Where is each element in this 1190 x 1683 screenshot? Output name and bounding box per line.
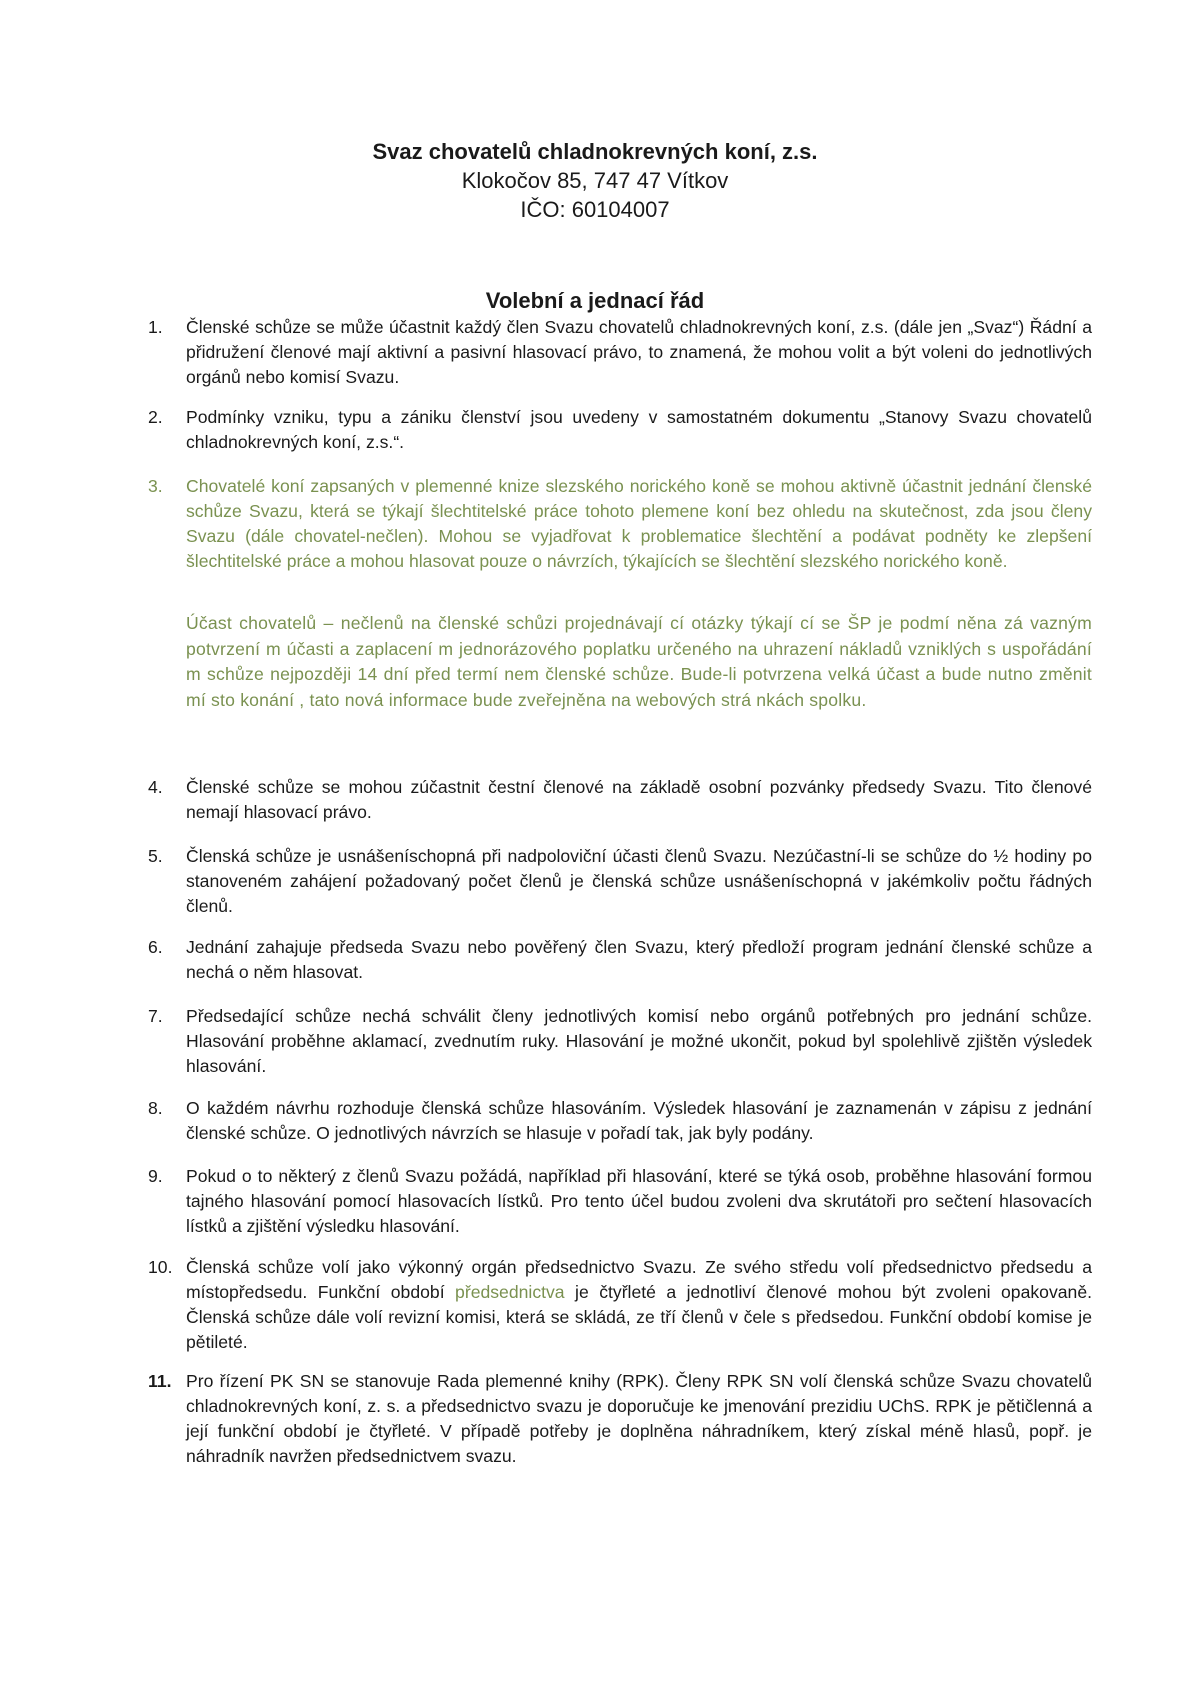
item-number: 11. (148, 1371, 172, 1391)
item-number: 7. (148, 1006, 163, 1026)
item-text: Členské schůze se mohou zúčastnit čestní členové na základě osobní pozvánky předsedy Svazu. Tito členové nemají hlasovací právo. (186, 777, 1092, 822)
item-text: Pro řízení PK SN se stanovuje Rada plemenné knihy (RPK). Členy RPK SN volí členská schůze Svazu chovatelů chladnokrevných koní, z. s. a předsednictvo svazu je doporučuje ke jmenování prezidiu UChS. RPK je pětičlenná a její funkční období je čtyřleté. V případě potřeby je doplněna náhradníkem, který získal méně hlasů, popř. je náhradník navržen předsednictvem svazu. (186, 1371, 1092, 1466)
organization-ico: IČO: 60104007 (520, 197, 670, 222)
item-text: Chovatelé koní zapsaných v plemenné knize slezského norického koně se mohou aktivně účastnit jednání členské schůze Svazu, která se týkají šlechtitelské práce tohoto plemene koní bez ohledu na skutečnost, zda jsou členy Svazu (dále chovatel-nečlen). Mohou se vyjadřovat k problematice šlechtění a podávat podněty ke zlepšení šlechtitelské práce a mohou hlasovat pouze o návrzích, týkajících se šlechtění slezského norického koně. (186, 476, 1092, 571)
list-item-6 (148, 935, 1092, 985)
item-text: Pokud o to některý z členů Svazu požádá, například při hlasování, které se týká osob, proběhne hlasování formou tajného hlasování pomocí hlasovacích lístků. Pro tento účel budou zvoleni dva skrutátoři pro sečtení hlasovacích lístků a zjištění výsledku hlasování. (186, 1166, 1092, 1236)
item-number: 9. (148, 1166, 163, 1186)
item-text: Podmínky vzniku, typu a zániku členství jsou uvedeny v samostatném dokumentu „Stanovy Svazu chovatelů chladnokrevných koní, z.s.“. (186, 407, 1092, 452)
list-item-4 (148, 775, 1092, 825)
document-title: Volební a jednací řád (485, 288, 705, 313)
item-text: Předsedající schůze nechá schválit členy jednotlivých komisí nebo orgánů potřebných pro jednání schůze. Hlasování proběhne aklamací, zvednutím ruky. Hlasování je možné ukončit, pokud byl spolehlivě zjištěn výsledek hlasování. (186, 1006, 1092, 1076)
list-item-11 (148, 1369, 1092, 1469)
list-item-5 (148, 844, 1092, 919)
item-text-part: Členská schůze volí jako výkonný orgán předsednictvo Svazu. Ze svého středu volí předsednictvo předsedu a místopředsedu. Funkční období (186, 1257, 1092, 1302)
list-item-3 (148, 474, 1092, 574)
item-3-subparagraph: Účast chovatelů – nečlenů na členské schůzi projednávají cí otázky týkají cí se ŠP je podmí něna zá vazným potvrzení m účasti a zaplacení m jednorázového poplatku určeného na uhrazení nákladů vzniklých s uspořádání m schůze nejpozději 14 dní před termí nem členské schůze. Bude-li potvrzena velká účast a bude nutno změnit mí sto konání , tato nová informace bude zveřejněna na webových strá nkách spolku. (186, 613, 1092, 710)
item-number: 5. (148, 846, 163, 866)
highlighted-word: předsednictva (455, 1282, 565, 1302)
list-item-7 (148, 1004, 1092, 1079)
document-header (0, 137, 1190, 224)
organization-address: Klokočov 85, 747 47 Vítkov (461, 168, 729, 193)
item-number: 4. (148, 777, 163, 797)
item-text (186, 1255, 1092, 1355)
list-item-10 (148, 1255, 1092, 1355)
item-number: 2. (148, 407, 163, 427)
organization-name: Svaz chovatelů chladnokrevných koní, z.s. (372, 139, 818, 164)
item-text-part: je čtyřleté a jednotliví členové mohou být zvoleni opakovaně. Členská schůze dále volí revizní komisi, která se skládá, ze tří členů v čele s předsedou. Funkční období komise je pětileté. (186, 1282, 1093, 1352)
item-text: O každém návrhu rozhoduje členská schůze hlasováním. Výsledek hlasování je zaznamenán v zápisu z jednání členské schůze. O jednotlivých návrzích se hlasuje v pořadí tak, jak byly podány. (186, 1098, 1092, 1143)
item-text: Členské schůze se může účastnit každý člen Svazu chovatelů chladnokrevných koní, z.s. (dále jen „Svaz“) Řádní a přidružení členové mají aktivní a pasivní hlasovací právo, to znamená, že mohou volit a být voleni do jednotlivých orgánů nebo komisí Svazu. (186, 317, 1092, 387)
item-number: 8. (148, 1098, 163, 1118)
item-number: 1. (148, 317, 163, 337)
item-number: 3. (148, 476, 163, 496)
item-text: Členská schůze je usnášeníschopná při nadpoloviční účasti členů Svazu. Nezúčastní-li se schůze do ½ hodiny po stanoveném zahájení požadovaný počet členů je členská schůze usnášeníschopná v jakémkoliv počtu řádných členů. (186, 846, 1092, 916)
item-number: 6. (148, 937, 163, 957)
item-number: 10. (148, 1257, 173, 1277)
list-item-9 (148, 1164, 1092, 1239)
item-text: Jednání zahajuje předseda Svazu nebo pověřený člen Svazu, který předloží program jednání členské schůze a nechá o něm hlasovat. (186, 937, 1092, 982)
list-item-2 (148, 405, 1092, 455)
list-item-8 (148, 1096, 1092, 1146)
list-item-1 (148, 315, 1092, 390)
